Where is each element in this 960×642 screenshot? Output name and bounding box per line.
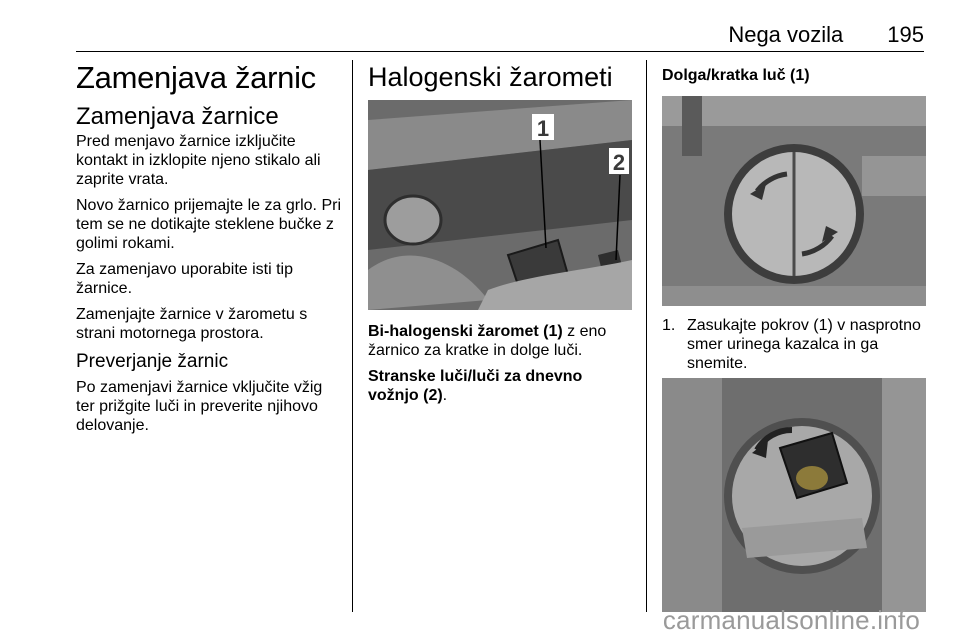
page-header bbox=[728, 22, 924, 48]
beam-title: Dolga/kratka luč (1) bbox=[662, 67, 810, 84]
item-1-text: z eno žarnico za kratke in dolge luči. bbox=[368, 323, 607, 359]
paragraph-check: Po zamenjavi žarnice vključite vžig ter prižgite luči in preverite njihovo delovanje. bbox=[76, 379, 323, 434]
steps bbox=[662, 312, 926, 373]
cover-image bbox=[662, 96, 926, 306]
step-1-text: Zasukajte pokrov (1) v nasprotno smer urinega kazalca in ga snemite. bbox=[687, 317, 921, 372]
column-divider-1 bbox=[352, 60, 353, 612]
figure-label-2: 2 bbox=[612, 150, 626, 175]
column-high-low-beam bbox=[662, 58, 926, 86]
header-rule bbox=[76, 51, 924, 52]
section-title: Nega vozila bbox=[728, 22, 844, 47]
paragraph-4: Zamenjajte žarnice v žarometu s strani motornega prostora. bbox=[76, 306, 308, 342]
item-2 bbox=[368, 367, 632, 405]
item-2-label: Stranske luči/luči za dnevno vožnjo (2) bbox=[368, 368, 583, 404]
column-halogen bbox=[368, 58, 632, 96]
chapter-title: Zamenjava žarnic bbox=[76, 60, 316, 95]
cover-illustration bbox=[662, 96, 926, 306]
step-1 bbox=[662, 316, 926, 373]
step-1-number: 1. bbox=[662, 317, 676, 334]
bulb-image bbox=[662, 378, 926, 612]
paragraph-1: Pred menjavo žarnice izključite kontakt in izklopite njeno stikalo ali zaprite vrata. bbox=[76, 133, 321, 188]
halogen-title: Halogenski žarometi bbox=[368, 62, 613, 92]
section-title-replacement: Zamenjava žarnice bbox=[76, 103, 279, 130]
paragraph-3: Za zamenjavo uporabite isti tip žarnice. bbox=[76, 261, 293, 297]
headlamp-illustration bbox=[368, 100, 632, 310]
item-1-label: Bi-halogenski žaromet (1) bbox=[368, 323, 563, 340]
bulb-illustration bbox=[662, 378, 926, 612]
step-list bbox=[662, 316, 926, 373]
headlamp-image bbox=[368, 100, 632, 310]
watermark-text: carmanualsonline.info bbox=[662, 605, 920, 635]
page-number: 195 bbox=[887, 22, 924, 47]
column-divider-2 bbox=[646, 60, 647, 612]
figure-label-1: 1 bbox=[536, 116, 550, 141]
section-title-check: Preverjanje žarnic bbox=[76, 351, 229, 372]
paragraph-2: Novo žarnico prijemajte le za grlo. Pri tem se ne dotikajte steklene bučke z golimi rokami. bbox=[76, 197, 341, 252]
halogen-descriptions bbox=[368, 322, 632, 412]
item-2-text: . bbox=[442, 387, 448, 404]
item-1 bbox=[368, 322, 632, 360]
column-bulb-replacement bbox=[76, 58, 344, 442]
